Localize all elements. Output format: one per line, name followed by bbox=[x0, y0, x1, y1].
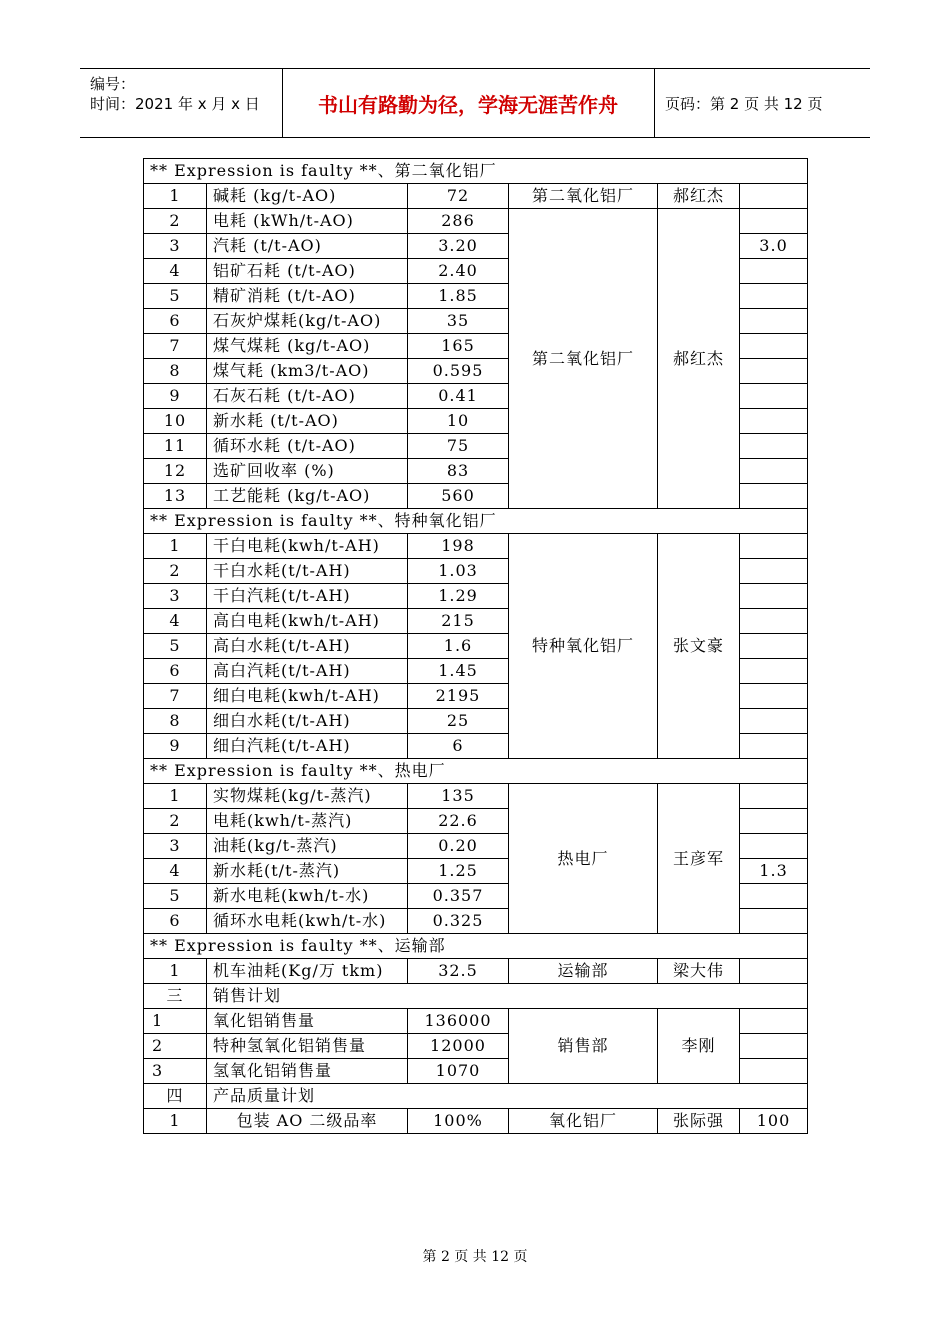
row-item: 机车油耗(Kg/万 tkm) bbox=[207, 959, 408, 984]
table-row bbox=[144, 534, 808, 559]
row-number: 6 bbox=[144, 309, 207, 334]
responsible-unit: 销售部 bbox=[509, 1009, 658, 1084]
row-note bbox=[740, 1059, 808, 1084]
row-value: 1.85 bbox=[408, 284, 509, 309]
responsible-person: 梁大伟 bbox=[658, 959, 740, 984]
responsible-person: 郝红杰 bbox=[658, 184, 740, 209]
row-number: 13 bbox=[144, 484, 207, 509]
row-value: 72 bbox=[408, 184, 509, 209]
section-header-row bbox=[144, 159, 808, 184]
row-number: 1 bbox=[144, 184, 207, 209]
row-note: 1.3 bbox=[740, 859, 808, 884]
row-number: 7 bbox=[144, 334, 207, 359]
row-value: 1.45 bbox=[408, 659, 509, 684]
table-row bbox=[144, 784, 808, 809]
row-value: 35 bbox=[408, 309, 509, 334]
row-value: 100% bbox=[408, 1109, 509, 1134]
table-row bbox=[144, 184, 808, 209]
row-number: 9 bbox=[144, 384, 207, 409]
row-note bbox=[740, 1034, 808, 1059]
row-item: 细白电耗(kwh/t-AH) bbox=[207, 684, 408, 709]
row-value: 1070 bbox=[408, 1059, 509, 1084]
row-value: 165 bbox=[408, 334, 509, 359]
row-value: 6 bbox=[408, 734, 509, 759]
page-header bbox=[80, 68, 870, 138]
header-motto: 书山有路勤为径，学海无涯苦作舟 bbox=[282, 69, 655, 137]
row-number: 7 bbox=[144, 684, 207, 709]
row-note bbox=[740, 459, 808, 484]
responsible-unit: 第二氧化铝厂 bbox=[509, 184, 658, 209]
responsible-unit: 氧化铝厂 bbox=[509, 1109, 658, 1134]
row-number: 12 bbox=[144, 459, 207, 484]
row-item: 干白电耗(kwh/t-AH) bbox=[207, 534, 408, 559]
section-title: ** Expression is faulty **、运输部 bbox=[144, 934, 808, 959]
row-item: 高白汽耗(t/t-AH) bbox=[207, 659, 408, 684]
section-title: 销售计划 bbox=[207, 984, 808, 1009]
row-value: 215 bbox=[408, 609, 509, 634]
document-number-label: 编号： bbox=[90, 75, 136, 93]
row-value: 2.40 bbox=[408, 259, 509, 284]
responsible-unit: 特种氧化铝厂 bbox=[509, 534, 658, 759]
row-item: 铝矿石耗 (t/t-AO) bbox=[207, 259, 408, 284]
row-item: 新水电耗(kwh/t-水) bbox=[207, 884, 408, 909]
row-note bbox=[740, 884, 808, 909]
row-note bbox=[740, 284, 808, 309]
row-note bbox=[740, 259, 808, 284]
section-title: ** Expression is faulty **、热电厂 bbox=[144, 759, 808, 784]
row-item: 循环水耗 (t/t-AO) bbox=[207, 434, 408, 459]
row-value: 75 bbox=[408, 434, 509, 459]
row-note bbox=[740, 559, 808, 584]
row-value: 0.41 bbox=[408, 384, 509, 409]
section-header-row bbox=[144, 1084, 808, 1109]
table-row bbox=[144, 1109, 808, 1134]
row-number: 3 bbox=[144, 834, 207, 859]
table-row bbox=[144, 209, 808, 234]
row-value: 560 bbox=[408, 484, 509, 509]
document-time-label: 时间：2021 年 x 月 x 日 bbox=[90, 95, 260, 113]
row-number: 5 bbox=[144, 284, 207, 309]
row-value: 135 bbox=[408, 784, 509, 809]
row-number: 3 bbox=[144, 584, 207, 609]
row-number: 6 bbox=[144, 659, 207, 684]
row-note bbox=[740, 634, 808, 659]
responsible-person: 王彦军 bbox=[658, 784, 740, 934]
row-note bbox=[740, 484, 808, 509]
row-number: 4 bbox=[144, 609, 207, 634]
row-item: 电耗 (kWh/t-AO) bbox=[207, 209, 408, 234]
row-note bbox=[740, 909, 808, 934]
row-item: 实物煤耗(kg/t-蒸汽) bbox=[207, 784, 408, 809]
row-note bbox=[740, 309, 808, 334]
row-value: 22.6 bbox=[408, 809, 509, 834]
row-value: 198 bbox=[408, 534, 509, 559]
row-note bbox=[740, 409, 808, 434]
header-page-info: 页码：第 2 页 共 12 页 bbox=[665, 95, 823, 113]
row-number: 2 bbox=[144, 809, 207, 834]
row-note bbox=[740, 684, 808, 709]
row-item: 石灰炉煤耗(kg/t-AO) bbox=[207, 309, 408, 334]
row-note: 3.0 bbox=[740, 234, 808, 259]
row-item: 煤气煤耗 (kg/t-AO) bbox=[207, 334, 408, 359]
row-item: 新水耗 (t/t-AO) bbox=[207, 409, 408, 434]
row-number: 2 bbox=[144, 209, 207, 234]
row-note bbox=[740, 584, 808, 609]
row-note bbox=[740, 809, 808, 834]
row-value: 1.29 bbox=[408, 584, 509, 609]
row-value: 0.595 bbox=[408, 359, 509, 384]
row-note bbox=[740, 784, 808, 809]
section-header-row bbox=[144, 984, 808, 1009]
row-number: 2 bbox=[144, 1034, 207, 1059]
row-value: 0.325 bbox=[408, 909, 509, 934]
section-title: ** Expression is faulty **、特种氧化铝厂 bbox=[144, 509, 808, 534]
header-meta bbox=[80, 69, 283, 137]
row-item: 氧化铝销售量 bbox=[207, 1009, 408, 1034]
section-header-row bbox=[144, 934, 808, 959]
row-number: 8 bbox=[144, 359, 207, 384]
plan-table bbox=[143, 158, 808, 1134]
page-footer: 第 2 页 共 12 页 bbox=[422, 1249, 528, 1265]
row-item: 选矿回收率 (%) bbox=[207, 459, 408, 484]
row-note bbox=[740, 834, 808, 859]
row-number: 1 bbox=[144, 1009, 207, 1034]
row-value: 1.6 bbox=[408, 634, 509, 659]
row-item: 高白水耗(t/t-AH) bbox=[207, 634, 408, 659]
row-note bbox=[740, 609, 808, 634]
row-note bbox=[740, 209, 808, 234]
section-header-row bbox=[144, 509, 808, 534]
row-value: 136000 bbox=[408, 1009, 509, 1034]
section-title: ** Expression is faulty **、第二氧化铝厂 bbox=[144, 159, 808, 184]
row-number: 3 bbox=[144, 1059, 207, 1084]
row-note bbox=[740, 359, 808, 384]
row-note bbox=[740, 434, 808, 459]
section-number: 四 bbox=[144, 1084, 207, 1109]
table-row bbox=[144, 959, 808, 984]
table-row bbox=[144, 1009, 808, 1034]
responsible-unit: 热电厂 bbox=[509, 784, 658, 934]
row-note bbox=[740, 659, 808, 684]
row-note bbox=[740, 734, 808, 759]
row-item: 循环水电耗(kwh/t-水) bbox=[207, 909, 408, 934]
row-item: 氢氧化铝销售量 bbox=[207, 1059, 408, 1084]
row-item: 精矿消耗 (t/t-AO) bbox=[207, 284, 408, 309]
row-number: 8 bbox=[144, 709, 207, 734]
row-number: 1 bbox=[144, 784, 207, 809]
row-number: 2 bbox=[144, 559, 207, 584]
row-item: 包装 AO 二级品率 bbox=[207, 1109, 408, 1134]
row-item: 工艺能耗 (kg/t-AO) bbox=[207, 484, 408, 509]
responsible-person: 郝红杰 bbox=[658, 209, 740, 509]
row-value: 0.20 bbox=[408, 834, 509, 859]
row-number: 3 bbox=[144, 234, 207, 259]
responsible-unit: 运输部 bbox=[509, 959, 658, 984]
row-number: 6 bbox=[144, 909, 207, 934]
section-number: 三 bbox=[144, 984, 207, 1009]
responsible-unit: 第二氧化铝厂 bbox=[509, 209, 658, 509]
row-number: 1 bbox=[144, 534, 207, 559]
row-item: 电耗(kwh/t-蒸汽) bbox=[207, 809, 408, 834]
row-number: 4 bbox=[144, 259, 207, 284]
responsible-person: 张际强 bbox=[658, 1109, 740, 1134]
row-note bbox=[740, 1009, 808, 1034]
row-value: 12000 bbox=[408, 1034, 509, 1059]
row-note bbox=[740, 334, 808, 359]
row-item: 油耗(kg/t-蒸汽) bbox=[207, 834, 408, 859]
row-number: 1 bbox=[144, 1109, 207, 1134]
row-value: 286 bbox=[408, 209, 509, 234]
row-value: 10 bbox=[408, 409, 509, 434]
section-header-row bbox=[144, 759, 808, 784]
row-item: 碱耗 (kg/t-AO) bbox=[207, 184, 408, 209]
row-note: 100 bbox=[740, 1109, 808, 1134]
row-number: 5 bbox=[144, 884, 207, 909]
row-item: 高白电耗(kwh/t-AH) bbox=[207, 609, 408, 634]
row-note bbox=[740, 384, 808, 409]
section-title: 产品质量计划 bbox=[207, 1084, 808, 1109]
row-number: 11 bbox=[144, 434, 207, 459]
row-item: 细白水耗(t/t-AH) bbox=[207, 709, 408, 734]
row-number: 10 bbox=[144, 409, 207, 434]
row-value: 1.03 bbox=[408, 559, 509, 584]
row-item: 汽耗 (t/t-AO) bbox=[207, 234, 408, 259]
row-note bbox=[740, 709, 808, 734]
row-item: 石灰石耗 (t/t-AO) bbox=[207, 384, 408, 409]
row-value: 3.20 bbox=[408, 234, 509, 259]
row-item: 干白水耗(t/t-AH) bbox=[207, 559, 408, 584]
row-value: 2195 bbox=[408, 684, 509, 709]
row-number: 4 bbox=[144, 859, 207, 884]
row-item: 煤气耗 (km3/t-AO) bbox=[207, 359, 408, 384]
row-item: 细白汽耗(t/t-AH) bbox=[207, 734, 408, 759]
row-note bbox=[740, 534, 808, 559]
responsible-person: 李刚 bbox=[658, 1009, 740, 1084]
row-value: 83 bbox=[408, 459, 509, 484]
row-value: 25 bbox=[408, 709, 509, 734]
row-value: 0.357 bbox=[408, 884, 509, 909]
row-number: 9 bbox=[144, 734, 207, 759]
row-note bbox=[740, 959, 808, 984]
row-item: 特种氢氧化铝销售量 bbox=[207, 1034, 408, 1059]
row-number: 1 bbox=[144, 959, 207, 984]
row-number: 5 bbox=[144, 634, 207, 659]
row-item: 干白汽耗(t/t-AH) bbox=[207, 584, 408, 609]
responsible-person: 张文豪 bbox=[658, 534, 740, 759]
row-value: 32.5 bbox=[408, 959, 509, 984]
row-value: 1.25 bbox=[408, 859, 509, 884]
row-item: 新水耗(t/t-蒸汽) bbox=[207, 859, 408, 884]
row-note bbox=[740, 184, 808, 209]
